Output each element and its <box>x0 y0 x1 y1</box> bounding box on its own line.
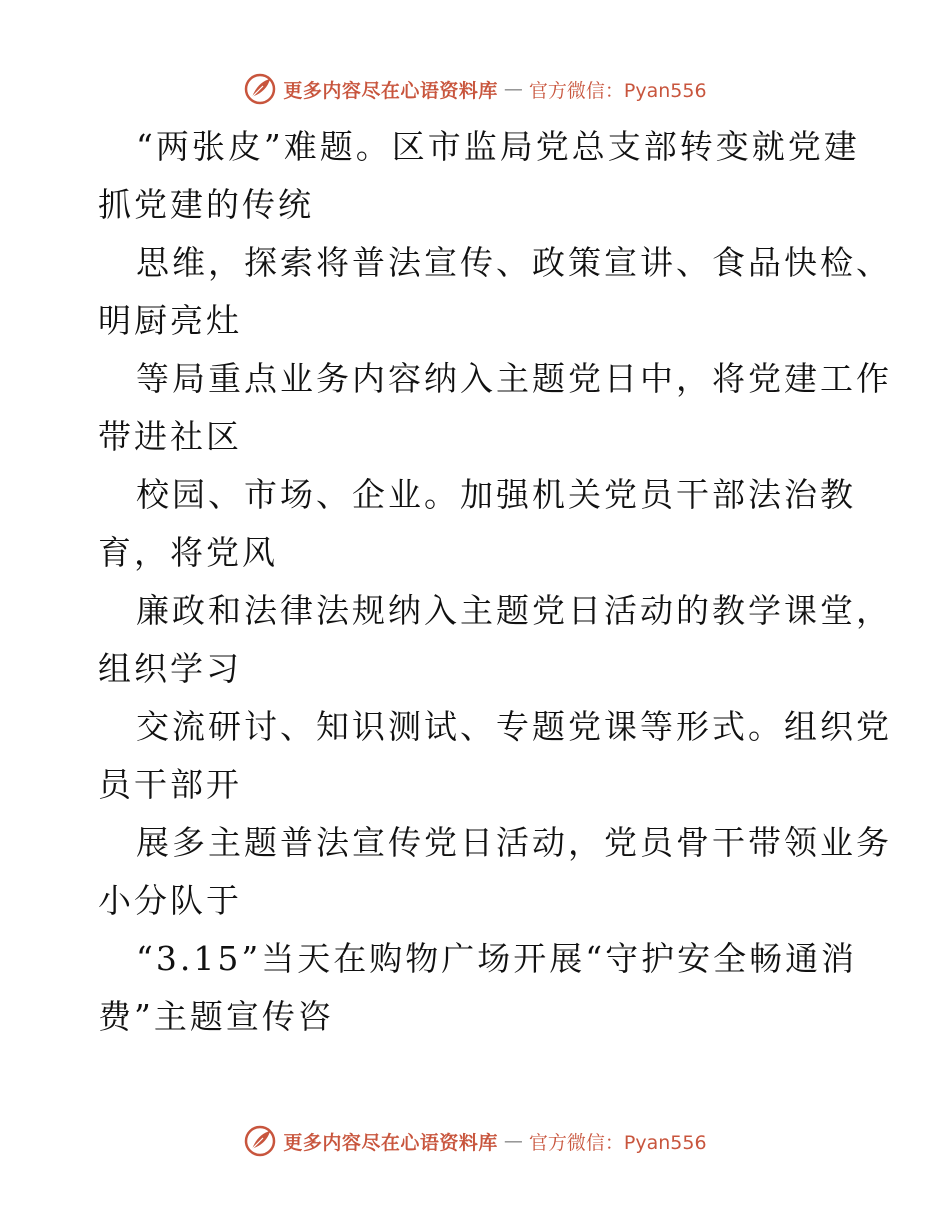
footer-watermark <box>0 1124 950 1158</box>
text-line: 校园、市场、企业。加强机关党员干部法治教 <box>136 475 856 514</box>
text-line: “3.15”当天在购物广场开展“守护安全畅通消 <box>136 939 858 978</box>
text-line: 小分队于 <box>98 881 242 920</box>
watermark-contact: 官方微信：Pyan556 <box>528 1131 707 1154</box>
feather-pen-logo-icon <box>243 1124 277 1158</box>
document-body <box>98 118 892 1046</box>
text-line: 员干部开 <box>98 765 242 804</box>
watermark-contact: 官方微信：Pyan556 <box>528 79 707 102</box>
text-line: 抓党建的传统 <box>98 185 314 224</box>
text-line: 费”主题宣传咨 <box>98 997 334 1036</box>
text-line: 交流研讨、知识测试、专题党课等形式。组织党 <box>136 707 892 746</box>
text-line: 带进社区 <box>98 417 242 456</box>
watermark-separator: — <box>503 78 523 100</box>
watermark-brand: 更多内容尽在心语资料库 <box>283 1131 498 1154</box>
text-line: 廉政和法律法规纳入主题党日活动的教学课堂， <box>136 591 892 630</box>
watermark-brand: 更多内容尽在心语资料库 <box>283 79 498 102</box>
watermark-separator: — <box>503 1130 523 1152</box>
text-line: 育，将党风 <box>98 533 278 572</box>
text-line: 等局重点业务内容纳入主题党日中，将党建工作 <box>136 359 892 398</box>
text-line: 明厨亮灶 <box>98 301 242 340</box>
header-watermark <box>0 72 950 106</box>
text-line: 思维，探索将普法宣传、政策宣讲、食品快检、 <box>136 243 892 282</box>
text-line: 组织学习 <box>98 649 242 688</box>
text-line: “两张皮”难题。区市监局党总支部转变就党建 <box>136 127 860 166</box>
feather-pen-logo-icon <box>243 72 277 106</box>
text-line: 展多主题普法宣传党日活动，党员骨干带领业务 <box>136 823 892 862</box>
